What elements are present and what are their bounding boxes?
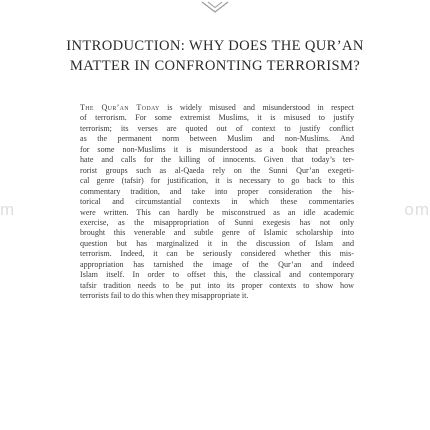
paragraph-line: commentary tradition, and take into proper consideration the his- bbox=[80, 186, 354, 196]
paragraph-line: for some non-Muslims it is misunderstood as a book that preaches bbox=[80, 144, 354, 154]
paragraph-line: Islam itself. In order to offset this, the classical and contemporary bbox=[80, 270, 354, 280]
paragraph-line: tafsir tradition needs to be put into its proper contexts to show how bbox=[80, 280, 354, 290]
paragraph-line: terrorism; its verses are quoted out of context to justify conflict bbox=[80, 123, 354, 133]
paragraph-line: appropriation has tarnished the image of the Qur’an and indeed bbox=[80, 259, 354, 269]
paragraph-line: rorist groups such as al-Qaeda rely on the Sunni Qur’an exegeti- bbox=[80, 165, 354, 175]
paragraph-line: cal genre (tafsir) for justification, it is necessary to go back to this bbox=[80, 176, 354, 186]
paragraph-line: torical and circumstantial contexts in which these commentaries bbox=[80, 197, 354, 207]
body-paragraph bbox=[80, 103, 354, 302]
watermark-left: m bbox=[0, 200, 16, 219]
paragraph-line: exercise, as the misappropriation of Sunni exegesis has not only bbox=[80, 217, 354, 227]
heading-line-1: INTRODUCTION: WHY DOES THE QUR’AN bbox=[66, 38, 364, 54]
heading-line-2: MATTER IN CONFRONTING TERRORISM? bbox=[69, 58, 361, 74]
paragraph-line: brought this venerable and subtle genre of Islamic scholarship into bbox=[80, 228, 354, 238]
paragraph-line: The Qur’an Today is widely misused and misunderstood in respect bbox=[80, 103, 354, 112]
ornament-icon bbox=[200, 0, 230, 16]
paragraph-line: of terrorism. For some extremist Muslims, it is misused to justify bbox=[80, 113, 354, 123]
chapter-heading bbox=[20, 36, 410, 76]
paragraph-line: as the permanent norm between Muslim and non-Muslims. And bbox=[80, 134, 354, 144]
paragraph-line: were written. This can hardly be misconstrued as an idle academic bbox=[80, 207, 354, 217]
paragraph-line: question but has marginalized it in the discussion of Islam and bbox=[80, 238, 354, 248]
paragraph-line: hate and calls for the killing of innocents. Given that today’s ter- bbox=[80, 155, 354, 165]
paragraph-line: terrorism. Indeed, it can be seriously considered whether this mis- bbox=[80, 249, 354, 259]
paragraph-line: terrorists fail to do this when they misappropriate it. bbox=[80, 291, 249, 301]
paragraph-lead: The Qur’an Today bbox=[80, 103, 160, 112]
watermark-right: om bbox=[404, 200, 430, 219]
